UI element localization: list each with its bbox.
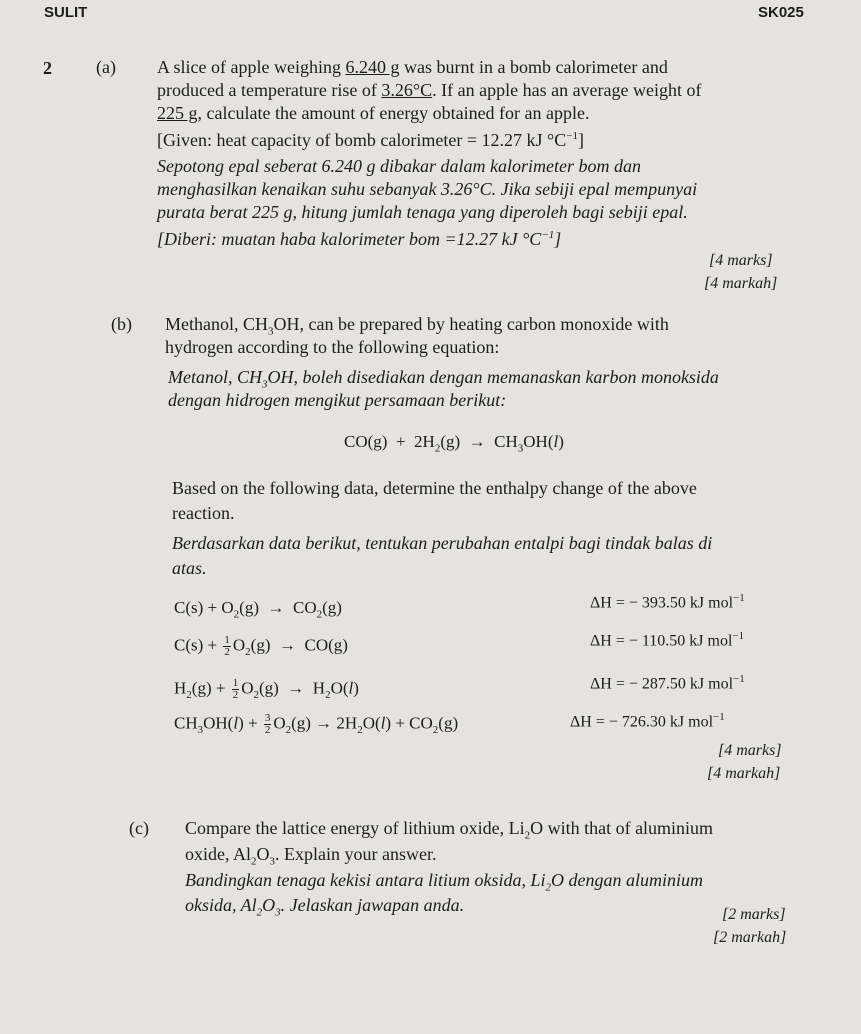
part-b-ms-line-1: Metanol, $CH_3OH$, boleh disediakan dengan memanaskan karbon monoksida [168,367,719,391]
data-dh-4: ΔH = − 726.30 kJ mol$^{-1}$ [570,711,725,731]
question-number: 2 [43,58,52,78]
part-a-label: (a) [96,57,116,77]
data-equation-1: $C(s) + O_2(g) \to CO_2(g)$ [174,598,342,621]
part-b-instr-en-1: Based on the following data, determine the enthalpy change of the above [172,478,697,498]
data-dh-3: ΔH = − 287.50 kJ mol$^{-1}$ [590,673,745,693]
data-equation-4: $CH_3OH(l)$ + $\frac{3}{2}$ $O_2(g) \to 2H_2O(l) + CO_2(g)$ [174,712,459,736]
part-c-marks: [2 marks] [722,906,786,923]
part-a-en-line-1: A slice of apple weighing 6.240 g was burnt in a bomb calorimeter and [157,57,668,77]
part-a-ms-line-1: Sepotong epal seberat 6.240 g dibakar dalam kalorimeter bom dan [157,156,641,176]
part-c-en-line-1: Compare the lattice energy of lithium oxide, $Li_2O$ with that of aluminium [185,818,714,842]
data-equation-3: $H_2(g)$ + $\frac{1}{2}$ $O_2(g) \to H_2O(l)$ [174,677,359,701]
part-b-en-line-2: hydrogen according to the following equation: [165,337,500,357]
part-b-instr-ms-2: atas. [172,558,207,578]
part-a-marks: [4 marks] [709,252,773,269]
part-a-markah: [4 markah] [704,275,778,292]
part-b-instr-en-2: reaction. [172,503,235,523]
part-b-instr-ms-1: Berdasarkan data berikut, tentukan perubahan entalpi bagi tindak balas di [172,533,713,553]
part-b-markah: [4 markah] [707,765,781,782]
data-dh-2: ΔH = − 110.50 kJ mol$^{-1}$ [590,630,745,650]
part-b-label: (b) [111,314,132,334]
main-equation: $CO(g) + 2H_2(g) \to CH_3OH(l)$ [344,432,564,455]
part-a-en-line-2: produced a temperature rise of 3.26°C. If an apple has an average weight of [157,80,702,100]
part-b-en-line-1: Methanol, $CH_3OH$, can be prepared by heating carbon monoxide with [165,314,669,338]
part-a-en-line-3: 225 g, calculate the amount of energy obtained for an apple. [157,103,590,123]
header-code: SK025 [758,4,804,21]
part-a-ms-line-4: [Diberi: muatan haba kalorimeter bom =12.27 kJ $^\circ C^{-1}$] [157,229,562,249]
part-b-ms-line-2: dengan hidrogen mengikut persamaan berikut: [168,390,507,410]
part-c-markah: [2 markah] [713,929,787,946]
part-b-marks: [4 marks] [718,742,782,759]
part-c-en-line-2: oxide, $Al_2O_3$. Explain your answer. [185,844,437,868]
part-a-ms-line-2: menghasilkan kenaikan suhu sebanyak 3.26°C. Jika sebiji epal mempunyai [157,179,698,199]
data-equation-2: C(s) + $\frac{1}{2}$ $O_2(g) \to CO(g)$ [174,634,348,658]
part-c-label: (c) [129,818,149,838]
part-a-ms-line-3: purata berat 225 g, hitung jumlah tenaga yang diperoleh bagi sebiji epal. [157,202,688,222]
part-a-en-line-4: [Given: heat capacity of bomb calorimeter = 12.27 kJ $^\circ C^{-1}$] [157,130,584,150]
part-c-ms-line-1: Bandingkan tenaga kekisi antara litium oksida, $Li_2O$ dengan aluminium [185,870,703,894]
header-sulit: SULIT [44,4,88,21]
part-c-ms-line-2: oksida, $Al_2O_3$. Jelaskan jawapan anda. [185,895,465,919]
data-dh-1: ΔH = − 393.50 kJ mol$^{-1}$ [590,592,745,612]
